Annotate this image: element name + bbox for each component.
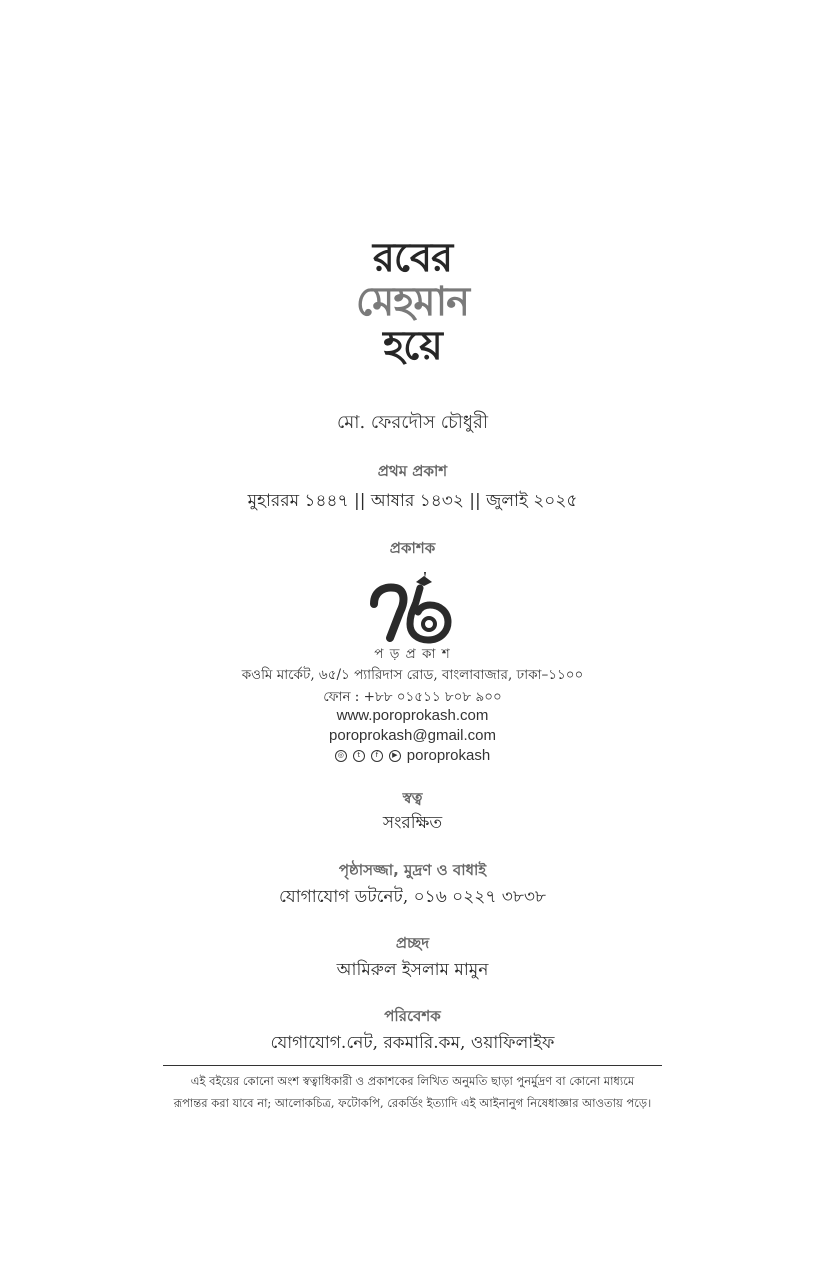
- first-edition-dates: মুহাররম ১৪৪৭ || আষার ১৪৩২ || জুলাই ২০২৫: [247, 491, 578, 511]
- publisher-logo: [370, 572, 456, 644]
- book-title-line-3: হয়ে: [383, 322, 442, 369]
- facebook-icon: f: [371, 750, 383, 762]
- publisher-label: প্রকাশক: [389, 539, 436, 557]
- copyright-notice-line-2: রূপান্তর করা যাবে না; আলোকচিত্র, ফটোকপি, রেকর্ডিং ইত্যাদি এই আইনানুগ নিষেধাজ্ঞার আওতায় পড়ে।: [173, 1096, 652, 1110]
- cover-designer-label: প্রচ্ছদ: [395, 934, 430, 952]
- publisher-website: www.poroprokash.com: [336, 707, 489, 724]
- distributor-value: যোগাযোগ.নেট, রকমারি.কম, ওয়াফিলাইফ: [270, 1033, 555, 1053]
- distributor-label: পরিবেশক: [384, 1007, 441, 1025]
- publisher-logo-text: প ড় প্র কা শ: [374, 646, 451, 662]
- production-value: যোগাযোগ ডটনেট, ০১৬ ০২২৭ ৩৮৩৮: [279, 887, 546, 907]
- copyright-notice-line-1: এই বইয়ের কোনো অংশ স্বত্বাধিকারী ও প্রকাশকের লিখিত অনুমতি ছাড়া পুনর্মুদ্রণ বা কোনো মাধ্যমে: [190, 1074, 635, 1088]
- author-name: মো. ফেরদৌস চৌধুরী: [336, 412, 489, 433]
- cover-designer-value: আমিরুল ইসলাম মামুন: [336, 960, 489, 980]
- twitter-icon: t: [353, 750, 365, 762]
- book-title-line-2: মেহমান: [355, 278, 470, 325]
- copyright-value: সংরক্ষিত: [382, 813, 443, 833]
- publisher-address: কওমি মার্কেট, ৬৫/১ প্যারিদাস রোড, বাংলাবাজার, ঢাকা–১১০০: [241, 667, 584, 683]
- instagram-icon: ◎: [335, 750, 347, 762]
- publisher-phone: ফোন : +৮৮ ০১৫১১ ৮০৮ ৯০০: [323, 689, 502, 705]
- social-handle: poroprokash: [406, 747, 491, 764]
- copyright-label: স্বত্ব: [402, 789, 423, 807]
- publisher-social: [0, 747, 825, 764]
- divider: [163, 1065, 662, 1066]
- publisher-email: poroprokash@gmail.com: [329, 727, 496, 744]
- first-edition-label: প্রথম প্রকাশ: [377, 462, 448, 480]
- book-title-line-1: রবের: [372, 234, 453, 281]
- production-label: পৃষ্ঠাসজ্জা, মুদ্রণ ও বাধাই: [338, 861, 487, 879]
- youtube-icon: ▶: [389, 750, 401, 762]
